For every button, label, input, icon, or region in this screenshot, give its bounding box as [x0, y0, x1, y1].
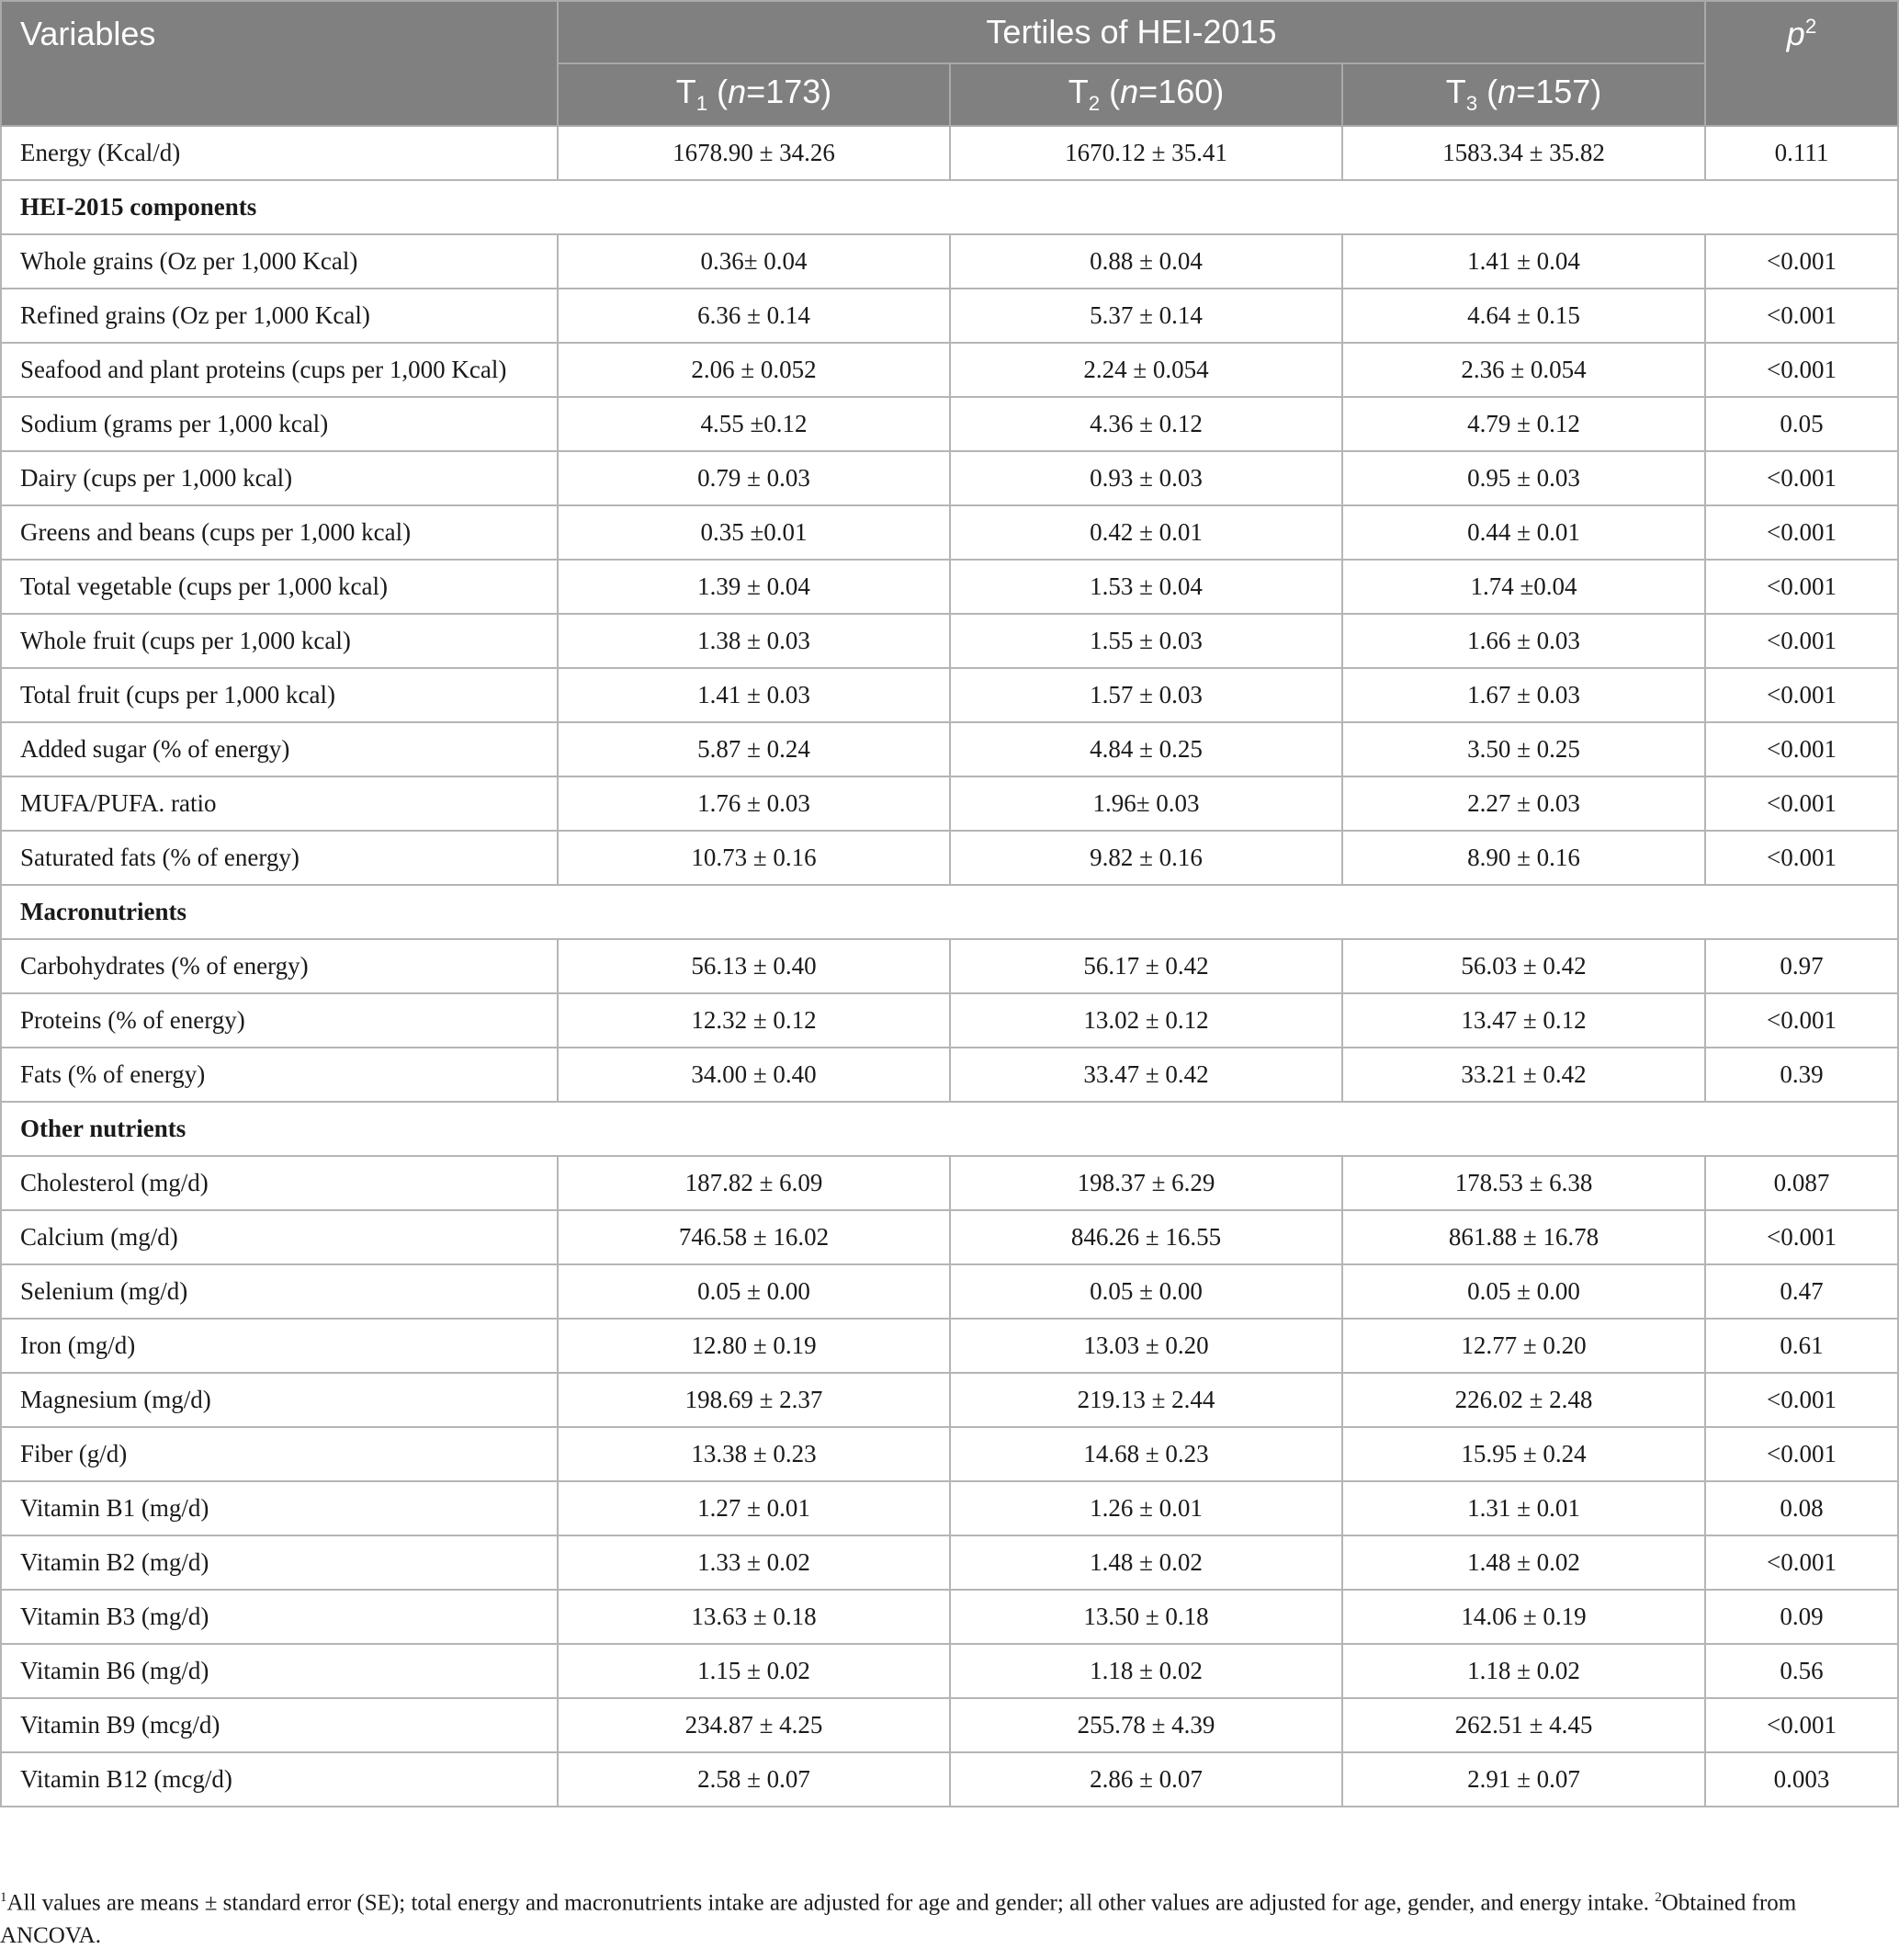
row-variable-name: Seafood and plant proteins (cups per 1,000 Kcal) [1, 343, 558, 397]
header-p-letter: p [1786, 15, 1805, 52]
cell-p-value: 0.97 [1705, 939, 1898, 993]
cell-tertile-1: 13.63 ± 0.18 [558, 1590, 950, 1644]
cell-tertile-2: 5.37 ± 0.14 [950, 289, 1342, 343]
cell-p-value: 0.47 [1705, 1264, 1898, 1319]
table-row [1, 1319, 1898, 1373]
cell-tertile-2: 1.48 ± 0.02 [950, 1535, 1342, 1590]
cell-tertile-2: 846.26 ± 16.55 [950, 1210, 1342, 1264]
cell-tertile-3: 1.41 ± 0.04 [1342, 234, 1705, 289]
row-variable-name: Fiber (g/d) [1, 1427, 558, 1481]
section-heading: Macronutrients [1, 885, 1898, 939]
table-row [1, 993, 1898, 1048]
section-heading: Other nutrients [1, 1102, 1898, 1156]
table-row [1, 722, 1898, 776]
footnote-mark-1: 1 [0, 1890, 7, 1905]
footnote-text-2: Obtained from ANCOVA. [0, 1890, 1797, 1949]
row-variable-name: Vitamin B6 (mg/d) [1, 1644, 558, 1698]
cell-p-value: <0.001 [1705, 1427, 1898, 1481]
table-row [1, 1644, 1898, 1698]
table-row [1, 614, 1898, 668]
cell-p-value: <0.001 [1705, 1210, 1898, 1264]
cell-tertile-3: 14.06 ± 0.19 [1342, 1590, 1705, 1644]
cell-tertile-1: 12.80 ± 0.19 [558, 1319, 950, 1373]
table-body [1, 126, 1898, 1807]
cell-p-value: <0.001 [1705, 505, 1898, 560]
row-variable-name: Fats (% of energy) [1, 1048, 558, 1102]
cell-tertile-3: 1.66 ± 0.03 [1342, 614, 1705, 668]
cell-p-value: <0.001 [1705, 614, 1898, 668]
cell-tertile-3: 56.03 ± 0.42 [1342, 939, 1705, 993]
row-variable-name: Total fruit (cups per 1,000 kcal) [1, 668, 558, 722]
cell-tertile-2: 1.18 ± 0.02 [950, 1644, 1342, 1698]
table-row [1, 1590, 1898, 1644]
row-variable-name: Saturated fats (% of energy) [1, 831, 558, 885]
table-row [1, 1373, 1898, 1427]
header-tertiles-group: Tertiles of HEI-2015 [558, 1, 1705, 63]
cell-tertile-2: 14.68 ± 0.23 [950, 1427, 1342, 1481]
cell-tertile-3: 861.88 ± 16.78 [1342, 1210, 1705, 1264]
cell-tertile-2: 1.57 ± 0.03 [950, 668, 1342, 722]
table-row [1, 939, 1898, 993]
footnote-text-1: All values are means ± standard error (SE); total energy and macronutrients intake are adjusted for age and gender; all other values are adjusted for age, gender, and energy intake. [6, 1890, 1656, 1916]
row-variable-name: Total vegetable (cups per 1,000 kcal) [1, 560, 558, 614]
cell-p-value: <0.001 [1705, 668, 1898, 722]
section-row [1, 885, 1898, 939]
cell-p-value: <0.001 [1705, 993, 1898, 1048]
cell-tertile-1: 13.38 ± 0.23 [558, 1427, 950, 1481]
cell-tertile-3: 15.95 ± 0.24 [1342, 1427, 1705, 1481]
cell-p-value: 0.003 [1705, 1752, 1898, 1807]
cell-tertile-1: 5.87 ± 0.24 [558, 722, 950, 776]
table-row [1, 1210, 1898, 1264]
cell-p-value: <0.001 [1705, 234, 1898, 289]
cell-tertile-1: 1.33 ± 0.02 [558, 1535, 950, 1590]
row-variable-name: Vitamin B1 (mg/d) [1, 1481, 558, 1535]
cell-tertile-2: 56.17 ± 0.42 [950, 939, 1342, 993]
table-row [1, 1535, 1898, 1590]
row-variable-name: Whole grains (Oz per 1,000 Kcal) [1, 234, 558, 289]
cell-tertile-2: 4.36 ± 0.12 [950, 397, 1342, 451]
cell-p-value: <0.001 [1705, 1698, 1898, 1752]
table-row [1, 343, 1898, 397]
cell-tertile-1: 0.05 ± 0.00 [558, 1264, 950, 1319]
cell-tertile-3: 262.51 ± 4.45 [1342, 1698, 1705, 1752]
cell-tertile-1: 34.00 ± 0.40 [558, 1048, 950, 1102]
cell-tertile-3: 1.74 ±0.04 [1342, 560, 1705, 614]
row-variable-name: Vitamin B3 (mg/d) [1, 1590, 558, 1644]
cell-tertile-2: 1.55 ± 0.03 [950, 614, 1342, 668]
cell-tertile-2: 0.93 ± 0.03 [950, 451, 1342, 505]
table-row [1, 1156, 1898, 1210]
cell-tertile-3: 226.02 ± 2.48 [1342, 1373, 1705, 1427]
cell-p-value: 0.09 [1705, 1590, 1898, 1644]
table-header [1, 1, 1898, 126]
cell-tertile-3: 1.18 ± 0.02 [1342, 1644, 1705, 1698]
table-row [1, 1752, 1898, 1807]
row-variable-name: Refined grains (Oz per 1,000 Kcal) [1, 289, 558, 343]
cell-tertile-1: 0.36± 0.04 [558, 234, 950, 289]
cell-tertile-3: 1583.34 ± 35.82 [1342, 126, 1705, 180]
cell-tertile-2: 219.13 ± 2.44 [950, 1373, 1342, 1427]
table-row [1, 1048, 1898, 1102]
row-variable-name: Carbohydrates (% of energy) [1, 939, 558, 993]
cell-tertile-1: 1678.90 ± 34.26 [558, 126, 950, 180]
table-row [1, 1264, 1898, 1319]
table-row [1, 1698, 1898, 1752]
cell-tertile-2: 2.24 ± 0.054 [950, 343, 1342, 397]
cell-tertile-2: 0.88 ± 0.04 [950, 234, 1342, 289]
cell-tertile-2: 4.84 ± 0.25 [950, 722, 1342, 776]
table-footnote [0, 1881, 1893, 1953]
table-row [1, 451, 1898, 505]
cell-tertile-3: 2.36 ± 0.054 [1342, 343, 1705, 397]
cell-tertile-3: 8.90 ± 0.16 [1342, 831, 1705, 885]
table-row [1, 1427, 1898, 1481]
table-row [1, 560, 1898, 614]
row-variable-name: Calcium (mg/d) [1, 1210, 558, 1264]
cell-tertile-1: 4.55 ±0.12 [558, 397, 950, 451]
cell-p-value: 0.56 [1705, 1644, 1898, 1698]
cell-tertile-1: 0.79 ± 0.03 [558, 451, 950, 505]
cell-p-value: 0.61 [1705, 1319, 1898, 1373]
cell-p-value: <0.001 [1705, 722, 1898, 776]
cell-tertile-3: 2.27 ± 0.03 [1342, 776, 1705, 831]
cell-p-value: 0.087 [1705, 1156, 1898, 1210]
header-variables: Variables [1, 1, 558, 126]
cell-tertile-1: 2.58 ± 0.07 [558, 1752, 950, 1807]
row-variable-name: Whole fruit (cups per 1,000 kcal) [1, 614, 558, 668]
cell-tertile-1: 187.82 ± 6.09 [558, 1156, 950, 1210]
row-variable-name: Dairy (cups per 1,000 kcal) [1, 451, 558, 505]
cell-tertile-1: 1.41 ± 0.03 [558, 668, 950, 722]
row-variable-name: Sodium (grams per 1,000 kcal) [1, 397, 558, 451]
cell-tertile-3: 1.31 ± 0.01 [1342, 1481, 1705, 1535]
row-variable-name: Iron (mg/d) [1, 1319, 558, 1373]
cell-tertile-1: 234.87 ± 4.25 [558, 1698, 950, 1752]
cell-p-value: <0.001 [1705, 343, 1898, 397]
header-p-footnote-mark: 2 [1804, 15, 1817, 38]
table-row [1, 668, 1898, 722]
cell-tertile-2: 13.02 ± 0.12 [950, 993, 1342, 1048]
cell-tertile-2: 33.47 ± 0.42 [950, 1048, 1342, 1102]
cell-tertile-1: 1.27 ± 0.01 [558, 1481, 950, 1535]
cell-tertile-2: 13.03 ± 0.20 [950, 1319, 1342, 1373]
row-variable-name: MUFA/PUFA. ratio [1, 776, 558, 831]
row-variable-name: Proteins (% of energy) [1, 993, 558, 1048]
cell-tertile-1: 12.32 ± 0.12 [558, 993, 950, 1048]
row-variable-name: Selenium (mg/d) [1, 1264, 558, 1319]
cell-tertile-2: 1.26 ± 0.01 [950, 1481, 1342, 1535]
cell-tertile-3: 13.47 ± 0.12 [1342, 993, 1705, 1048]
header-p-value [1705, 1, 1898, 126]
row-variable-name: Cholesterol (mg/d) [1, 1156, 558, 1210]
cell-tertile-1: 6.36 ± 0.14 [558, 289, 950, 343]
section-row [1, 1102, 1898, 1156]
cell-tertile-3: 0.05 ± 0.00 [1342, 1264, 1705, 1319]
row-variable-name: Greens and beans (cups per 1,000 kcal) [1, 505, 558, 560]
table-row [1, 776, 1898, 831]
cell-tertile-2: 1670.12 ± 35.41 [950, 126, 1342, 180]
cell-tertile-1: 1.39 ± 0.04 [558, 560, 950, 614]
cell-tertile-1: 10.73 ± 0.16 [558, 831, 950, 885]
cell-p-value: <0.001 [1705, 1373, 1898, 1427]
cell-tertile-1: 746.58 ± 16.02 [558, 1210, 950, 1264]
row-variable-name: Vitamin B12 (mcg/d) [1, 1752, 558, 1807]
cell-tertile-3: 1.48 ± 0.02 [1342, 1535, 1705, 1590]
header-tertile-3: $T_3$ (n=157) [1342, 63, 1705, 126]
cell-tertile-2: 0.05 ± 0.00 [950, 1264, 1342, 1319]
cell-tertile-1: 2.06 ± 0.052 [558, 343, 950, 397]
cell-tertile-2: 255.78 ± 4.39 [950, 1698, 1342, 1752]
row-variable-name: Magnesium (mg/d) [1, 1373, 558, 1427]
cell-p-value: 0.08 [1705, 1481, 1898, 1535]
cell-p-value: <0.001 [1705, 451, 1898, 505]
footnote-mark-2: 2 [1655, 1890, 1662, 1905]
table-row [1, 1481, 1898, 1535]
cell-p-value: <0.001 [1705, 289, 1898, 343]
table-row [1, 831, 1898, 885]
cell-p-value: <0.001 [1705, 560, 1898, 614]
cell-tertile-1: 0.35 ±0.01 [558, 505, 950, 560]
cell-tertile-3: 4.79 ± 0.12 [1342, 397, 1705, 451]
row-variable-name: Vitamin B2 (mg/d) [1, 1535, 558, 1590]
table-row [1, 126, 1898, 180]
cell-tertile-3: 3.50 ± 0.25 [1342, 722, 1705, 776]
cell-p-value: 0.39 [1705, 1048, 1898, 1102]
cell-tertile-3: 0.44 ± 0.01 [1342, 505, 1705, 560]
cell-p-value: 0.111 [1705, 126, 1898, 180]
cell-tertile-3: 4.64 ± 0.15 [1342, 289, 1705, 343]
table-row [1, 234, 1898, 289]
table-row [1, 505, 1898, 560]
cell-tertile-2: 0.42 ± 0.01 [950, 505, 1342, 560]
cell-tertile-3: 2.91 ± 0.07 [1342, 1752, 1705, 1807]
header-tertile-2: $T_2$ (n=160) [950, 63, 1342, 126]
cell-tertile-1: 1.38 ± 0.03 [558, 614, 950, 668]
cell-p-value: 0.05 [1705, 397, 1898, 451]
cell-tertile-3: 178.53 ± 6.38 [1342, 1156, 1705, 1210]
cell-p-value: <0.001 [1705, 1535, 1898, 1590]
cell-tertile-2: 13.50 ± 0.18 [950, 1590, 1342, 1644]
cell-p-value: <0.001 [1705, 776, 1898, 831]
cell-tertile-3: 0.95 ± 0.03 [1342, 451, 1705, 505]
cell-tertile-2: 1.53 ± 0.04 [950, 560, 1342, 614]
row-variable-name: Vitamin B9 (mcg/d) [1, 1698, 558, 1752]
row-variable-name: Added sugar (% of energy) [1, 722, 558, 776]
table-row [1, 397, 1898, 451]
cell-tertile-2: 1.96± 0.03 [950, 776, 1342, 831]
header-tertile-1: $T_1$ (n=173) [558, 63, 950, 126]
section-row [1, 180, 1898, 234]
cell-tertile-3: 12.77 ± 0.20 [1342, 1319, 1705, 1373]
cell-tertile-2: 198.37 ± 6.29 [950, 1156, 1342, 1210]
row-variable-name: Energy (Kcal/d) [1, 126, 558, 180]
cell-tertile-1: 1.15 ± 0.02 [558, 1644, 950, 1698]
cell-tertile-2: 2.86 ± 0.07 [950, 1752, 1342, 1807]
cell-tertile-3: 1.67 ± 0.03 [1342, 668, 1705, 722]
cell-p-value: <0.001 [1705, 831, 1898, 885]
cell-tertile-1: 198.69 ± 2.37 [558, 1373, 950, 1427]
section-heading: HEI-2015 components [1, 180, 1898, 234]
table-row [1, 289, 1898, 343]
cell-tertile-1: 1.76 ± 0.03 [558, 776, 950, 831]
cell-tertile-1: 56.13 ± 0.40 [558, 939, 950, 993]
cell-tertile-3: 33.21 ± 0.42 [1342, 1048, 1705, 1102]
cell-tertile-2: 9.82 ± 0.16 [950, 831, 1342, 885]
